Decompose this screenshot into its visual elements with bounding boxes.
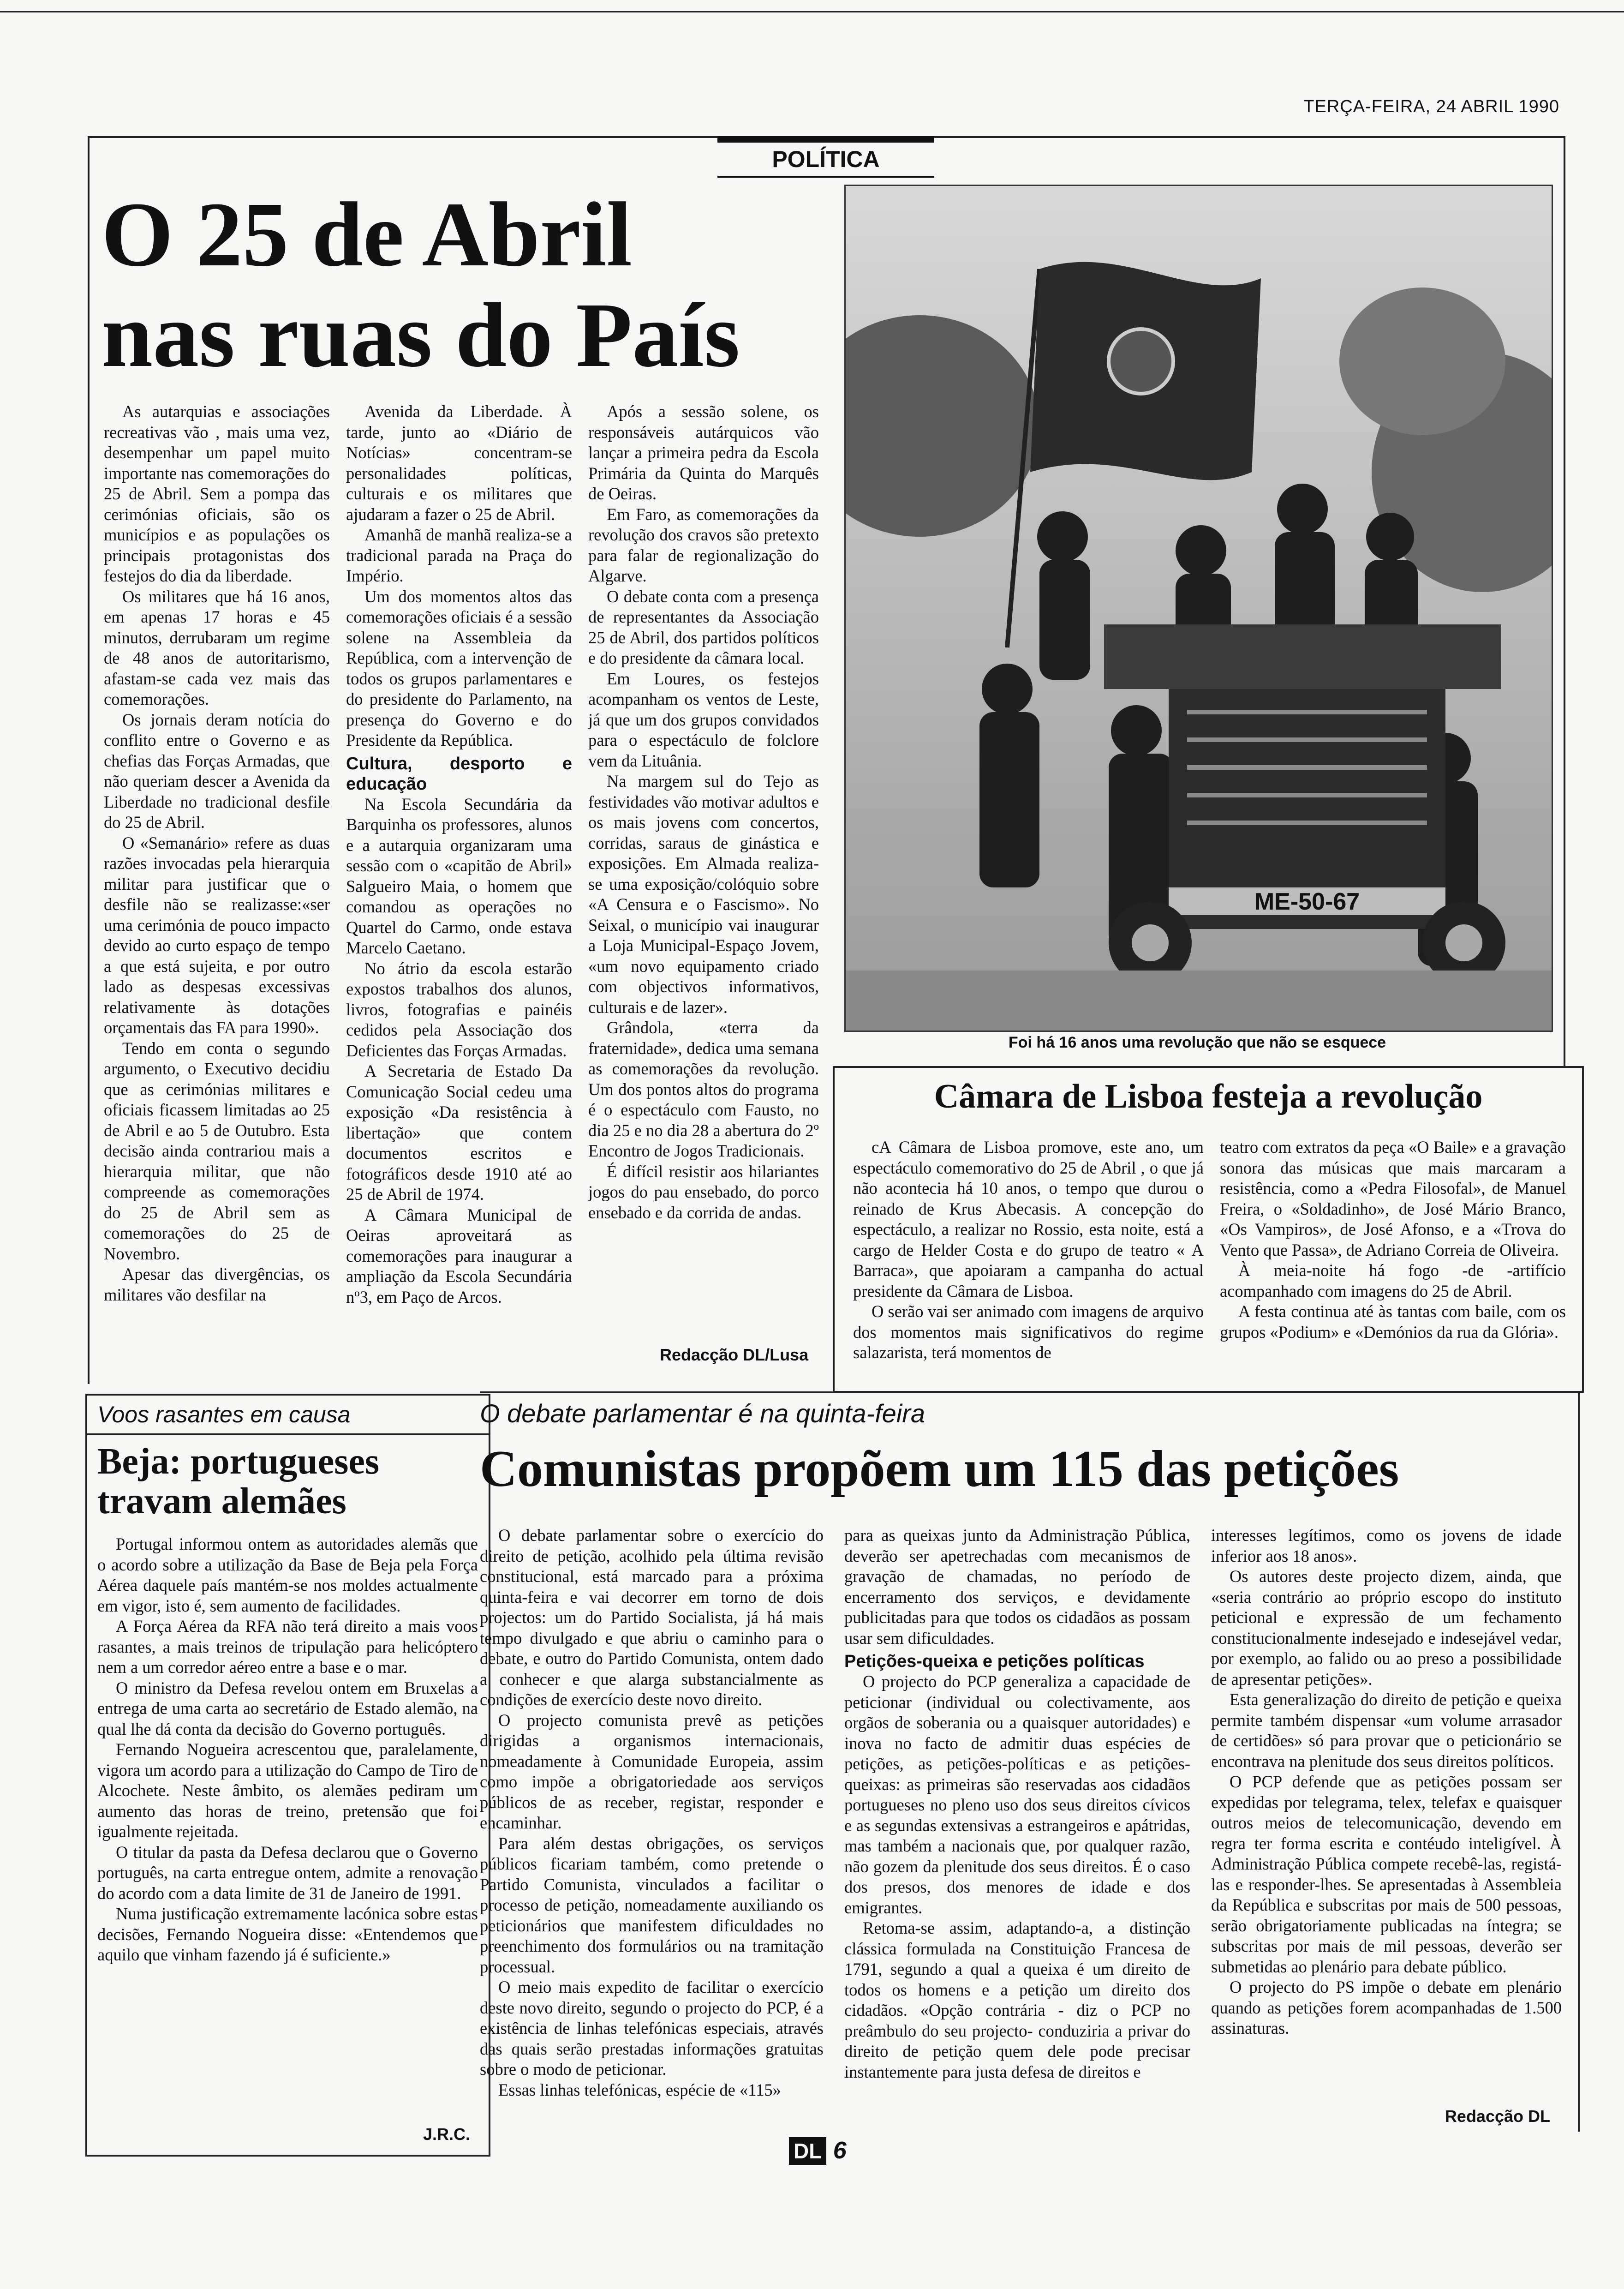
peticoes-byline: Redacção DL [1445,2107,1550,2126]
paragraph: Tendo em conta o segundo argumento, o Executivo decidiu que as cerimónias militares e oficiais ficassem limitadas ao 25 de Abril e ao 5 de Outubro. Esta decisão ainda contrariou mais a hierarquia militar, que não compreende as comemorações do 25 de Abril sem as comemorações do 25 de Novembro. [104,1038,330,1263]
peticoes-title: Comunistas propõem um 115 das petições [480,1440,1399,1498]
main-col-2 [346,401,572,1366]
lisboa-col-2 [1220,1137,1566,1382]
top-rule [0,0,1624,12]
paragraph: Fernando Nogueira acrescentou que, paralelamente, vigora um acordo para a utilização do Campo de Tiro de Alcochete. Neste âmbito, os alemães pediram um aumento das horas de treino, pretensão que foi igualmente rejeitada. [97,1740,478,1841]
paragraph: O projecto do PS impõe o debate em plenário quando as petições forem acompanhadas de 1.500 assinaturas. [1211,1977,1562,2037]
beja-byline: J.R.C. [423,2125,470,2144]
paragraph: para as queixas junto da Administração Pública, deverão ser apetrechadas com mecanismos de gravação de chamadas, no período de encerramento dos serviços, e devidamente publicitadas para que todos os cidadãos as possam usar sem dificuldades. [844,1526,1190,1648]
paragraph: O debate conta com a presença de representantes da Associação 25 de Abril, dos partidos políticos e do presidente da câmara local. [588,587,819,667]
main-byline: Redacção DL/Lusa [660,1345,809,1364]
paragraph: O ministro da Defesa revelou ontem em Bruxelas a entrega de uma carta ao secretário de Estado alemão, na qual lhe dá conta da decisão do Governo português. [97,1678,478,1738]
peticoes-col-1 [480,1525,824,2121]
paragraph: A festa continua até às tantas com baile, com os grupos «Podium» e «Demónios da rua da Glória». [1220,1302,1566,1342]
paragraph: O titular da pasta da Defesa declarou que o Governo português, na carta entregue ontem, admite a renovação do acordo com a data limite de 31 de Janeiro de 1991. [97,1842,478,1903]
main-headline-line1: O 25 de Abril [102,184,633,286]
paragraph: A Câmara Municipal de Oeiras aproveitará as comemorações para inaugurar a ampliação da Escola Secundária nº3, em Paço de Arcos. [346,1205,572,1306]
lisboa-title: Câmara de Lisboa festeja a revolução [934,1078,1483,1115]
photo-license-plate: ME-50-67 [1254,888,1360,915]
beja-title-line2: travam alemães [97,1481,346,1522]
paragraph: Essas linhas telefónicas, espécie de «115» [498,2080,781,2099]
paragraph: Esta generalização do direito de petição e queixa permite também dispensar «um volume arrasador de certidões» só para provar que o peticionário se encontrava na plenitude dos seus direitos políticos. [1211,1690,1562,1771]
beja-title-line1: Beja: portugueses [97,1441,380,1482]
photo-revolution-truck [844,185,1553,1032]
paragraph: Apesar das divergências, os militares vão desfilar na [104,1264,330,1304]
paragraph: Grândola, «terra da fraternidade», dedica uma semana as comemorações da revolução. Um dos pontos altos do programa é o espectáculo com Fausto, no dia 25 e no dia 28 a abertura do 2º Encontro de Jogos Tradicionais. [588,1018,819,1160]
dl-logo: DL [789,2137,826,2165]
paragraph: Amanhã de manhã realiza-se a tradicional parada na Praça do Império. [346,525,572,585]
main-headline-line2: nas ruas do País [102,284,740,386]
paragraph: As autarquias e associações recreativas vão , mais uma vez, desempenhar um papel muito importante nas comemorações do 25 de Abril. Sem a pompa das cerimónias oficiais, são os municípios e as populações os principais protagonistas dos festejos do dia da liberdade. [104,402,330,585]
paragraph: O projecto do PCP generaliza a capacidade de peticionar (individual ou colectivamente, aos orgãos de soberania ou a quaisquer autoridades) e inova no facto de admitir duas espécies de petições, as petições-políticas e as petições-queixas: as primeiras são reservadas aos cidadãos portugueses no pleno uso dos seus direitos cívicos e as segundas extensivas a estrangeiros e apátridas, mas também a nacionais que, por qualquer razão, não gozem da plenitude dos seus direitos. É o caso dos presos, dos menores de idade e dos emigrantes. [844,1672,1190,1917]
paragraph: A Força Aérea da RFA não terá direito a mais voos rasantes, a mais treinos de tripulação para helicóptero nem a um corredor aéreo entre a base e o mar. [97,1617,478,1677]
paragraph: Em Loures, os festejos acompanham os ventos de Leste, já que um dos grupos convidados para o espectáculo de folclore vem da Lituânia. [588,669,819,770]
photo-illustration [846,186,1552,1031]
paragraph: Para além destas obrigações, os serviços públicos ficariam também, como pretende o Partido Comunista, vinculados a facilitar o processo de petição, nomeadamente auxiliando os peticionários que manifestem dificuldades no preenchimento dos formulários ou na tramitação processual. [480,1834,824,1976]
paragraph: O projecto comunista prevê as petições dirigidas a organismos internacionais, nomeadamente à Comunidade Europeia, assim como impõe a obrigatoriedade aos serviços públicos de as receber, registar, responder e encaminhar. [480,1710,824,1832]
paragraph: Retoma-se assim, adaptando-a, a distinção clássica formulada na Constituição Francesa de 1791, segundo a qual a queixa é um direito de todos os homens e a petição um direito dos cidadãos. «Opção contrária - diz o PCP no preâmbulo do seu projecto- conduziria a privar do direito de petição quem dele pode precisar instantemente para justa defesa de direitos e [844,1918,1190,2081]
paragraph: O PCP defende que as petições possam ser expedidas por telegrama, telex, telefax e quaisquer outros meios de telecomunicação, devendo em regra ter forma escrita e contéudo inteligível. À Administração Pública compete recebê-las, registá-las e responder-lhes. Se apresentadas à Assembleia da República e subscritas por mais de 500 pessoas, serão obrigatoriamente publicadas na íntegra; se subscritas por mais de mil pessoas, deverão ser submetidas ao plenário para debate público. [1211,1772,1562,1976]
paragraph: Numa justificação extremamente lacónica sobre estas decisões, Fernando Nogueira disse: «Entendemos que aquilo que vinham fazendo já é suficiente.» [97,1904,478,1964]
peticoes-col-2 [844,1525,1190,2121]
paragraph: Na Escola Secundária da Barquinha os professores, alunos e a autarquia organizaram uma sessão com o «capitão de Abril» Salgueiro Maia, o homem que comandou as operações no Quartel do Carmo, onde estava Marcelo Caetano. [346,794,572,957]
lisboa-box [833,1066,1584,1393]
photo-caption: Foi há 16 anos uma revolução que não se esquece [1008,1034,1386,1051]
paragraph: No átrio da escola estarão expostos trabalhos dos alunos, livros, fotografias e painéis cedidos pela Associação dos Deficientes das Forças Armadas. [346,959,572,1060]
page-number: 6 [833,2137,847,2164]
paragraph: Na margem sul do Tejo as festividades vão motivar adultos e os mais jovens com concertos, corridas, saraus de ginástica e exposições. Em Almada realiza-se uma exposição/colóquio sobre «A Censura e o Fascismo». No Seixal, o município vai inaugurar a Loja Municipal-Espaço Jovem, «um novo equipamento criado com objectivos informativos, culturais e de lazer». [588,772,819,1017]
paragraph: Os jornais deram notícia do conflito entre o Governo e as chefias das Forças Armadas, que não queriam descer a Avenida da Liberdade no tradicional desfile do 25 de Abril. [104,710,330,832]
paragraph: Os militares que há 16 anos, em apenas 17 horas e 45 minutos, derrubaram um regime de 48 anos de autoritarismo, afastam-se cada vez mais das comemorações. [104,587,330,708]
paragraph: A Secretaria de Estado Da Comunicação Social cedeu uma exposição «Da resistência à libertação» que contem documentos escritos e fotográficos desde 1910 até ao 25 de Abril de 1974. [346,1061,572,1204]
paragraph: O debate parlamentar sobre o exercício do direito de petição, acolhido pela última revisão constitucional, está marcado para a próxima quinta-feira e vai decorrer em torno de dois projectos: um do Partido Socialista, já há mais tempo divulgado e que abriu o caminho para o debate, e outro do Partido Comunista, ontem dado a conhecer e que alarga substancialmente as condições de exercício deste novo direito. [480,1526,824,1709]
paragraph: O «Semanário» refere as duas razões invocadas pela hierarquia militar para justificar que o desfile não se realizasse:«ser uma cerimónia de pouco impacto devido ao curto espaço de tempo a que está sujeita, e por outro lado as despesas excessivas relativamente às dotações orçamentais das FA para 1990». [104,833,330,1037]
lisboa-col-1 [853,1137,1204,1382]
page-footer [789,2137,847,2165]
subhead: Petições-queixa e petições políticas [844,1652,1145,1671]
peticoes-col-3 [1211,1525,1562,2102]
main-headline [102,185,830,386]
paragraph: O serão vai ser animado com imagens de arquivo dos momentos mais significativos do regime salazarista, terá momentos de [853,1302,1204,1362]
paragraph: Um dos momentos altos das comemorações oficiais é a sessão solene na Assembleia da República, com a intervenção de todos os grupos parlamentares e do presidente do Parlamento, na presença do Governo e do Presidente da República. [346,587,572,749]
paragraph: cA Câmara de Lisboa promove, este ano, um espectáculo comemorativo do 25 de Abril , o que já não acontecia há 10 anos, o tempo que durou o reinado de Krus Abecasis. A concepção do espectáculo, a realizar no Rossio, esta noite, está a cargo de Helder Costa e do grupo de teatro « A Barraca», que apoiaram a campanha do actual presidente da Câmara de Lisboa. [853,1138,1204,1300]
paragraph: teatro com extratos da peça «O Baile» e a gravação sonora das músicas que mais marcaram a resistência, como a «Pedra Filosofal», de Manuel Freira, o «Soldadinho», de José Mário Branco, «Os Vampiros», de José Afonso, e a «Trova do Vento que Passa», de Adriano Correia de Oliveira. [1220,1138,1566,1259]
subhead: Cultura, desporto e educação [346,754,572,794]
beja-body [97,1534,478,2111]
main-col-3 [588,401,819,1329]
paragraph: Portugal informou ontem as autoridades alemãs que o acordo sobre a utilização da Base de Beja pela Força Aérea daquele país mantém-se nos moldes actualmente em vigor, isto é, sem aumento de facilidades. [97,1534,478,1615]
paragraph: Em Faro, as comemorações da revolução dos cravos são pretexto para falar de regionalização do Algarve. [588,504,819,585]
main-col-1 [104,401,330,1366]
paragraph: Os autores deste projecto dizem, ainda, que «seria contrário ao próprio escopo do instituto peticional e expressão de um fechamento constitucionalmente indesejado e indesejável vedar, por exemplo, ao falido ou ao preso a possibilidade de apresentar petições». [1211,1567,1562,1689]
paragraph: O meio mais expedito de facilitar o exercício deste novo direito, segundo o projecto do PCP, é a existência de linhas telefónicas especiais, através das quais serão prestadas informações gratuitas sobre o modo de peticionar. [480,1977,824,2079]
section-tag: POLÍTICA [717,136,934,178]
beja-rule [87,1433,489,1435]
beja-box [85,1394,490,2157]
paragraph: Após a sessão solene, os responsáveis autárquicos vão lançar a primeira pedra da Escola Primária da Quinta do Marquês de Oeiras. [588,402,819,503]
peticoes-kicker: O debate parlamentar é na quinta-feira [480,1399,925,1428]
beja-title [97,1442,379,1521]
paragraph: É difícil resistir aos hilariantes jogos do pau ensebado, do porco ensebado e da corrida de andas. [588,1162,819,1222]
beja-kicker: Voos rasantes em causa [97,1402,351,1427]
paragraph: Avenida da Liberdade. À tarde, junto ao «Diário de Notícias» concentram-se personalidades políticas, culturais e os militares que ajudaram a fazer o 25 de Abril. [346,402,572,524]
dateline: TERÇA-FEIRA, 24 ABRIL 1990 [1303,97,1559,116]
paragraph: interesses legítimos, como os jovens de idade inferior aos 18 anos». [1211,1526,1562,1565]
paragraph: À meia-noite há fogo -de -artifício acompanhado com imagens do 25 de Abril. [1220,1261,1566,1300]
